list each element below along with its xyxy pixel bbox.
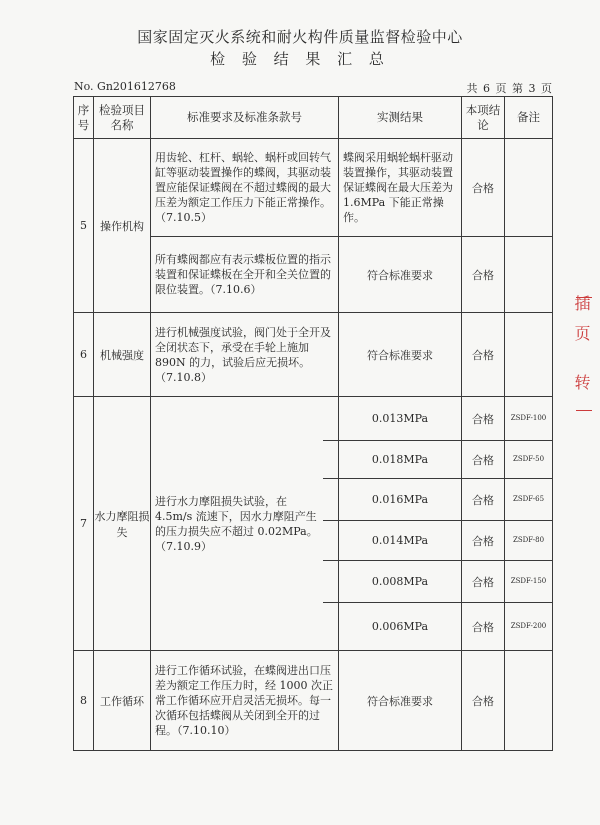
verdict-cell: 合格 [462,397,505,441]
note-cell [505,651,553,751]
note-cell [505,313,553,397]
spacer-cell [323,561,339,603]
col-std: 标准要求及标准条款号 [151,97,339,139]
result-cell: 0.014MPa [339,521,462,561]
item-cell: 操作机构 [94,139,151,313]
spacer-cell [323,603,339,651]
item-cell: 工作循环 [94,651,151,751]
col-item: 检验项目名称 [94,97,151,139]
page-info: 共 6 页 第 3 页 [466,82,552,95]
document-title: 检 验 结 果 汇 总 [210,50,390,68]
std-cell: 进行机械强度试验，阀门处于全开及全闭状态下，承受在手轮上施加 890N 的力，试验后应无损坏。（7.10.8） [151,313,339,397]
results-table [73,96,553,751]
table-row [74,651,553,751]
verdict-cell: 合格 [462,651,505,751]
std-cell: 进行水力摩阻损失试验，在 4.5m/s 流速下，因水力摩阻产生的压力损失应不超过 0.02MPa。（7.10.9） [151,397,323,651]
seq-cell: 8 [74,651,94,751]
note-cell [505,237,553,313]
std-cell: 所有蝶阀都应有表示蝶板位置的指示装置和保证蝶板在全开和全关位置的限位装置。（7.10.6） [151,237,339,313]
verdict-cell: 合格 [462,441,505,479]
col-seq: 序号 [74,97,94,139]
table-row [74,313,553,397]
result-cell: 0.013MPa [339,397,462,441]
item-cell: 水力摩阻损失 [94,397,151,651]
seq-cell: 7 [74,397,94,651]
stamp-bottom-line [576,410,592,411]
result-cell: 符合标准要求 [339,313,462,397]
result-cell: 蝶阀采用蜗轮蜗杆驱动装置操作，其驱动装置保证蝶阀在最大压差为 1.6MPa 下能正常操作。 [339,139,462,237]
verdict-cell: 合格 [462,313,505,397]
std-cell: 进行工作循环试验，在蝶阀进出口压差为额定工作压力时，经 1000 次正常工作循环应开启灵活无损坏。每一次循环包括蝶阀从关闭到全开的过程。（7.10.10） [151,651,339,751]
item-cell: 机械强度 [94,313,151,397]
result-cell: 符合标准要求 [339,237,462,313]
spacer-cell [323,397,339,441]
note-cell: ZSDF-80 [505,521,553,561]
note-cell: ZSDF-200 [505,603,553,651]
result-cell: 0.006MPa [339,603,462,651]
col-note: 备注 [505,97,553,139]
table-header-row [74,97,553,139]
seq-cell: 6 [74,313,94,397]
spacer-cell [323,441,339,479]
std-cell: 用齿轮、杠杆、蜗轮、蜗杆或回转气缸等驱动装置操作的蝶阀，其驱动装置应能保证蝶阀在不超过蝶阀的最大压差为额定工作压力下能正常操作。（7.10.5） [151,139,339,237]
note-cell: ZSDF-150 [505,561,553,603]
result-cell: 0.008MPa [339,561,462,603]
table-row [74,397,553,441]
verdict-cell: 合格 [462,603,505,651]
verdict-cell: 合格 [462,521,505,561]
verdict-cell: 合格 [462,479,505,521]
col-result: 实测结果 [339,97,462,139]
verdict-cell: 合格 [462,237,505,313]
result-cell: 0.016MPa [339,479,462,521]
seq-cell: 5 [74,139,94,313]
spacer-cell [323,479,339,521]
verdict-cell: 合格 [462,561,505,603]
org-title: 国家固定灭火系统和耐火构件质量监督检验中心 [137,28,463,46]
note-cell [505,139,553,237]
col-verdict: 本项结论 [462,97,505,139]
table-row [74,139,553,237]
note-cell: ZSDF-100 [505,397,553,441]
verdict-cell: 合格 [462,139,505,237]
result-cell: 符合标准要求 [339,651,462,751]
note-cell: ZSDF-50 [505,441,553,479]
note-cell: ZSDF-65 [505,479,553,521]
result-cell: 0.018MPa [339,441,462,479]
margin-stamp: 插页 转 [572,295,591,405]
spacer-cell [323,521,339,561]
report-number: No. Gn201612768 [74,80,176,93]
